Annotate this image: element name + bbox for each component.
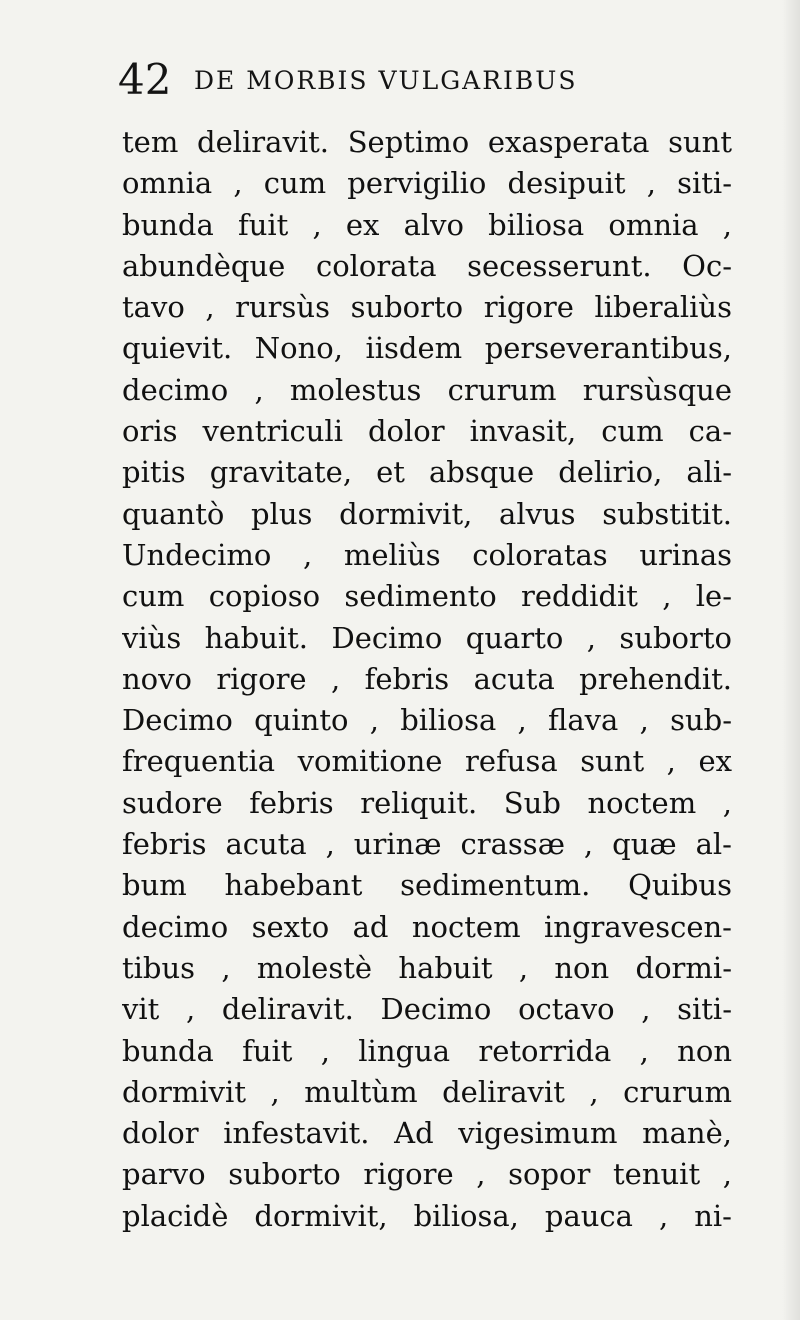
text-line: viùs habuit. Decimo quarto , suborto: [122, 620, 732, 655]
page-edge-shadow: [782, 0, 800, 1320]
page-header: [118, 55, 678, 105]
text-line: oris ventriculi dolor invasit, cum ca-: [122, 414, 732, 449]
text-line: vit , deliravit. Decimo octavo , siti-: [122, 992, 732, 1027]
text-line: dolor infestavit. Ad vigesimum manè,: [122, 1116, 732, 1151]
page-number: 42: [118, 55, 172, 104]
text-line: bum habebant sedimentum. Quibus: [122, 868, 732, 903]
text-line: abundèque colorata secesserunt. Oc-: [122, 248, 732, 283]
text-line: omnia , cum pervigilio desipuit , siti-: [122, 166, 732, 201]
text-line: sudore febris reliquit. Sub noctem ,: [122, 785, 732, 820]
text-line: parvo suborto rigore , sopor tenuit ,: [122, 1157, 732, 1192]
body-text: [122, 122, 732, 1237]
text-line: Undecimo , meliùs coloratas urinas: [122, 537, 732, 572]
text-line: dormivit , multùm deliravit , crurum: [122, 1074, 732, 1109]
text-line: febris acuta , urinæ crassæ , quæ al-: [122, 827, 732, 862]
text-line: tem deliravit. Septimo exasperata sunt: [122, 125, 732, 159]
text-line: tibus , molestè habuit , non dormi-: [122, 950, 732, 985]
text-line: cum copioso sedimento reddidit , le-: [122, 579, 732, 614]
text-line: decimo sexto ad noctem ingravescen-: [122, 909, 732, 944]
text-line: novo rigore , febris acuta prehendit.: [122, 661, 732, 696]
text-line: pitis gravitate, et absque delirio, ali-: [122, 455, 732, 490]
text-line: placidè dormivit, biliosa, pauca , ni-: [122, 1198, 732, 1233]
running-head: DE MORBIS VULGARIBUS: [194, 66, 578, 95]
text-line: frequentia vomitione refusa sunt , ex: [122, 744, 732, 779]
text-line: quantò plus dormivit, alvus substitit.: [122, 496, 732, 531]
text-line: bunda fuit , ex alvo biliosa omnia ,: [122, 207, 732, 242]
text-line: decimo , molestus crurum rursùsque: [122, 372, 732, 407]
text-line: Decimo quinto , biliosa , flava , sub-: [122, 703, 732, 738]
text-line: quievit. Nono, iisdem perseverantibus,: [122, 331, 732, 366]
text-line: tavo , rursùs suborto rigore liberaliùs: [122, 290, 732, 325]
text-line: bunda fuit , lingua retorrida , non: [122, 1033, 732, 1068]
